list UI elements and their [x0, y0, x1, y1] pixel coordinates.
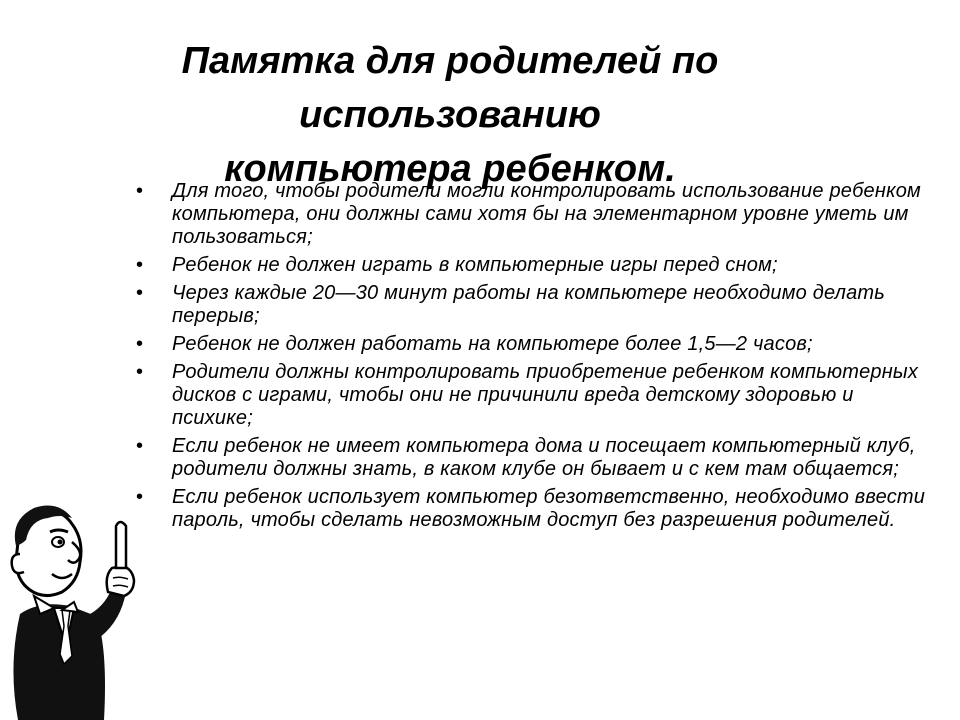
list-item-text: Через каждые 20—30 минут работы на компьютере необходимо делать перерыв;	[172, 282, 886, 327]
page-title	[80, 34, 820, 196]
list-item-text: Если ребенок не имеет компьютера дома и посещает компьютерный клуб, родители должны знать, в каком клубе он бывает и с кем там общается;	[172, 435, 916, 480]
bullet-icon: •	[136, 282, 144, 304]
pointing-man-icon	[0, 496, 160, 720]
title-line-1: Памятка для родителей по	[181, 40, 719, 82]
list-item-text: Для того, чтобы родители могли контролировать использование ребенком компьютера, они должны сами хотя бы на элементарном уровне уметь им пользоваться;	[172, 180, 921, 248]
bullet-icon: •	[136, 486, 144, 508]
bullet-icon: •	[136, 361, 144, 383]
list-item-text: Если ребенок использует компьютер безответственно, необходимо ввести пароль, чтобы сделать невозможным доступ без разрешения родителей.	[172, 486, 926, 531]
list-item	[128, 435, 928, 481]
bullet-icon: •	[136, 435, 144, 457]
list-item-text: Ребенок не должен работать на компьютере более 1,5—2 часов;	[172, 333, 813, 355]
list-item	[128, 333, 928, 356]
list-item-text: Ребенок не должен играть в компьютерные игры перед сном;	[172, 254, 778, 276]
list-item	[128, 180, 928, 249]
advice-list	[128, 180, 928, 537]
bullet-icon: •	[136, 180, 144, 202]
list-item-text: Родители должны контролировать приобретение ребенком компьютерных дисков с играми, чтобы они не причинили вреда детскому здоровью и психике;	[172, 361, 919, 429]
bullet-icon: •	[136, 333, 144, 355]
list-item	[128, 361, 928, 430]
title-line-3: компьютера ребенком.	[224, 148, 676, 190]
title-line-2: использованию	[299, 94, 601, 136]
list-item	[128, 254, 928, 277]
list-item	[128, 486, 928, 532]
bullet-icon: •	[136, 254, 144, 276]
list-item	[128, 282, 928, 328]
